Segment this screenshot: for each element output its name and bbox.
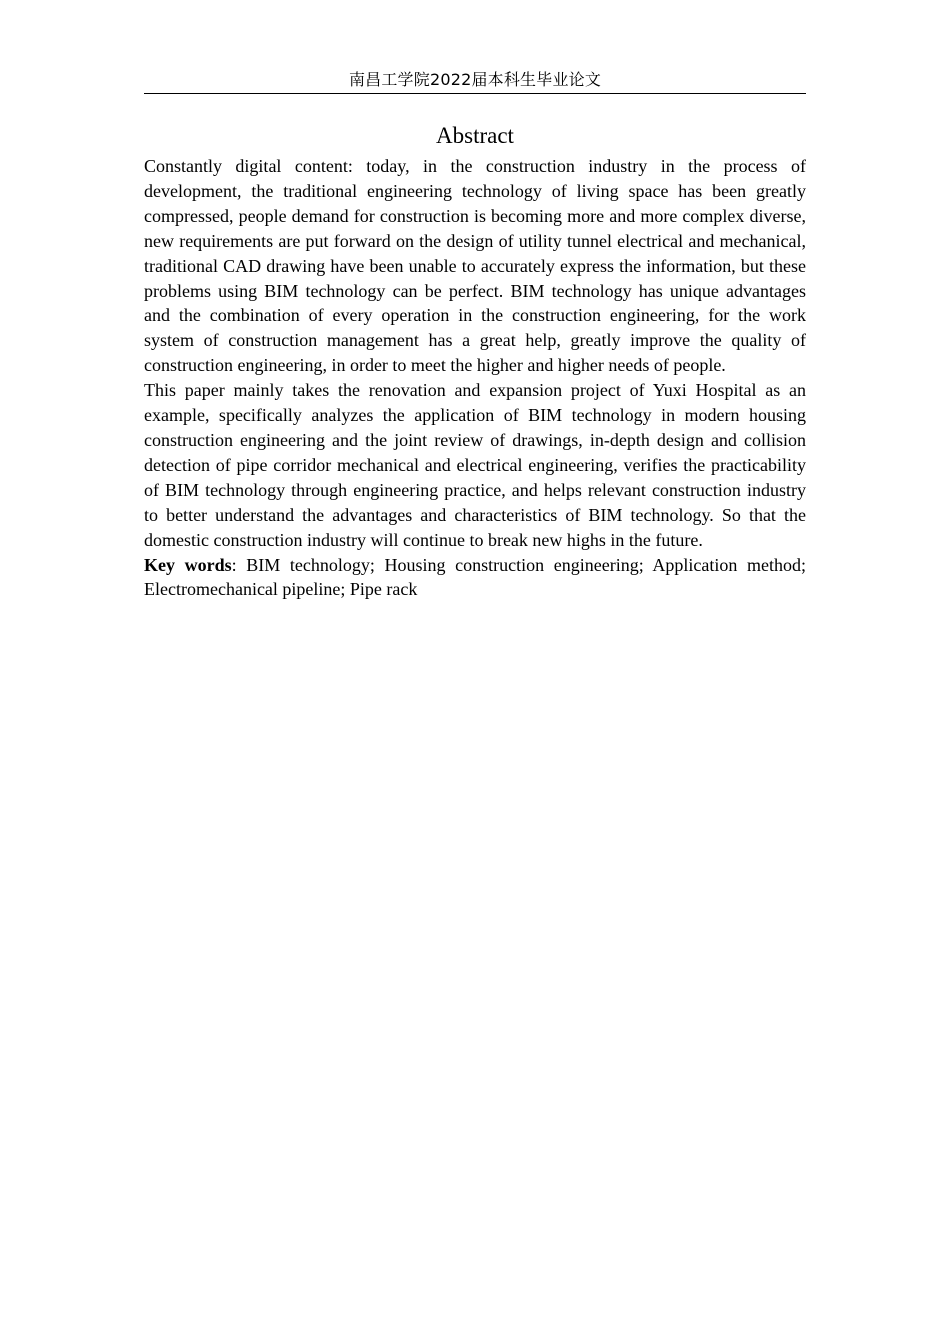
keywords-line (144, 553, 806, 603)
abstract-paragraph-2: This paper mainly takes the renovation and expansion project of Yuxi Hospital as an example, specifically analyzes the application of BIM technology in modern housing construction engineering and the joint review of drawings, in-depth design and collision detection of pipe corridor mechanical and electrical engineering, verifies the practicability of BIM technology through engineering practice, and helps relevant construction industry to better understand the advantages and characteristics of BIM technology. So that the domestic construction industry will continue to break new highs in the future. (144, 380, 806, 550)
keywords-label: Key words (144, 554, 232, 575)
abstract-paragraph-1: Constantly digital content: today, in the construction industry in the process of development, the traditional engineering technology of living space has been greatly compressed, people demand for construction is becoming more and more complex diverse, new requirements are put forward on the design of utility tunnel electrical and mechanical, traditional CAD drawing have been unable to accurately express the information, but these problems using BIM technology can be perfect. BIM technology has unique advantages and the combination of every operation in the construction engineering, for the work system of construction management has a great help, greatly improve the quality of construction engineering, in order to meet the higher and higher needs of people. (144, 156, 806, 376)
keywords-text: : BIM technology; Housing construction engineering; Application method; Electromechanical pipeline; Pipe rack (144, 554, 807, 600)
abstract-title: Abstract (436, 123, 514, 148)
abstract-section (144, 120, 806, 602)
running-header: 南昌工学院2022届本科生毕业论文 (144, 68, 806, 94)
